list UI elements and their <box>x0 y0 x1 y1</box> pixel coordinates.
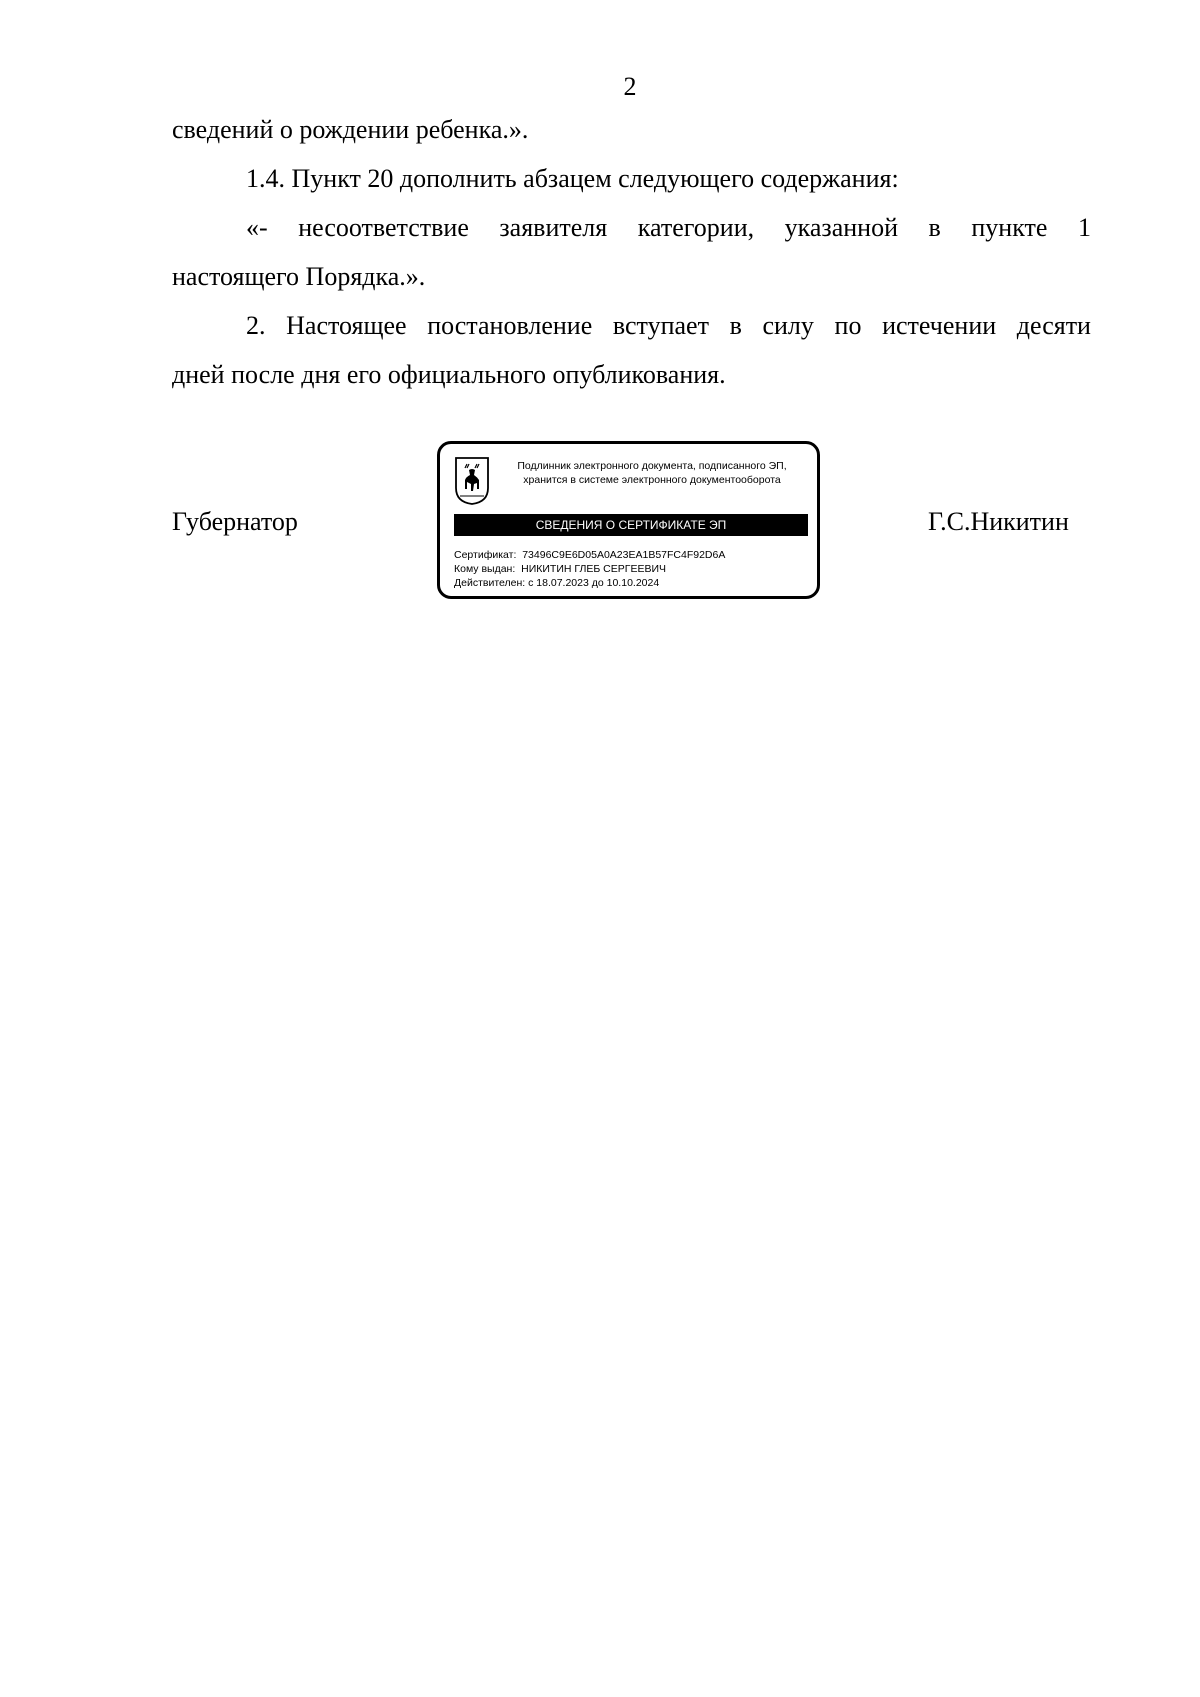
stamp-header-line: Подлинник электронного документа, подписанного ЭП, <box>517 460 787 472</box>
word: десяти <box>1016 311 1091 340</box>
word: 1 <box>1077 213 1091 242</box>
word: Настоящее <box>286 311 407 340</box>
certificate-label: Сертификат: <box>454 549 517 561</box>
word: по <box>834 311 862 340</box>
stamp-title-bar: СВЕДЕНИЯ О СЕРТИФИКАТЕ ЭП <box>454 514 808 536</box>
issued-to-value: НИКИТИН ГЛЕБ СЕРГЕЕВИЧ <box>521 563 667 575</box>
coat-of-arms-icon <box>454 456 490 506</box>
word: заявителя <box>499 213 608 242</box>
paragraph-line: настоящего Порядка.». <box>172 262 426 291</box>
word: постановление <box>427 311 593 340</box>
word: указанной <box>784 213 898 242</box>
paragraph-line: 1.4. Пункт 20 дополнить абзацем следующего содержания: <box>246 164 899 193</box>
word: «- <box>246 213 268 242</box>
signatory-position: Губернатор <box>172 507 298 536</box>
stamp-header <box>492 459 812 487</box>
validity-label: Действителен: <box>454 577 526 589</box>
paragraph-line: дней после дня его официального опубликования. <box>172 360 726 389</box>
word: категории, <box>637 213 755 242</box>
word: истечении <box>882 311 997 340</box>
issued-to-row <box>454 562 666 576</box>
word: в <box>729 311 742 340</box>
word: 2. <box>246 311 266 340</box>
paragraph-line: сведений о рождении ребенка.». <box>172 115 529 144</box>
word: в <box>928 213 941 242</box>
paragraph-line-justified <box>246 311 1091 341</box>
word: пункте <box>971 213 1048 242</box>
paragraph-line-justified <box>246 213 1091 243</box>
stamp-header-line: хранится в системе электронного документооборота <box>523 474 781 486</box>
validity-row <box>454 576 659 590</box>
electronic-signature-stamp <box>437 441 820 599</box>
validity-value: с 18.07.2023 до 10.10.2024 <box>528 577 660 589</box>
page-number: 2 <box>623 72 637 101</box>
word: несоответствие <box>298 213 469 242</box>
word: вступает <box>612 311 709 340</box>
certificate-value: 73496C9E6D05A0A23EA1B57FC4F92D6A <box>522 549 726 561</box>
certificate-row <box>454 548 725 562</box>
issued-to-label: Кому выдан: <box>454 563 516 575</box>
word: силу <box>762 311 814 340</box>
signatory-name: Г.С.Никитин <box>928 507 1069 536</box>
